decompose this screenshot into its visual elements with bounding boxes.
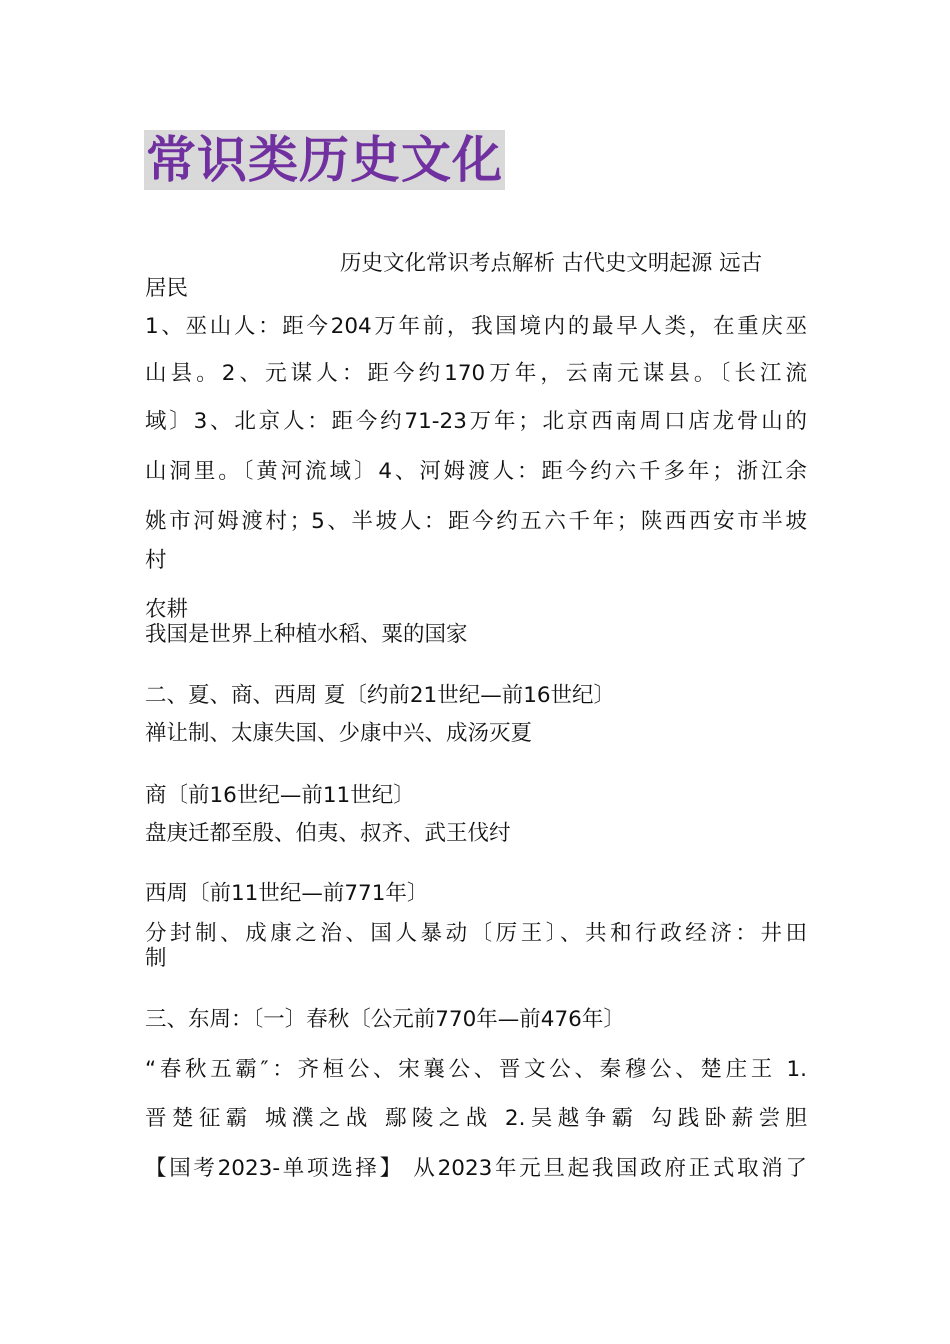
intro-line-1: 历史文化常识考点解析 古代史文明起源 远古 — [340, 251, 763, 276]
section1-line-5: 姚市河姆渡村；5、半坡人：距今约五六千年；陕西西安市半坡 — [145, 509, 807, 534]
xia-events: 禅让制、太康失国、少康中兴、成汤灭夏 — [145, 721, 533, 746]
zhou-events-line-2: 制 — [145, 946, 167, 971]
section3-line-2: 晋楚征霸 城濮之战 鄢陵之战 2.吴越争霸 勾践卧薪尝胆 — [145, 1106, 807, 1131]
shang-heading: 商〔前16世纪—前11世纪〕 — [145, 783, 415, 808]
agriculture-heading: 农耕 — [145, 597, 189, 622]
section1-line-2: 山县。2、元谋人：距今约170万年，云南元谋县。〔长江流 — [145, 361, 807, 386]
agriculture-text: 我国是世界上种植水稻、粟的国家 — [145, 622, 468, 647]
shang-events: 盘庚迁都至殷、伯夷、叔齐、武王伐纣 — [145, 821, 511, 846]
section3-line-3: 【国考2023-单项选择】 从2023年元旦起我国政府正式取消了 — [145, 1156, 807, 1181]
section1-line-6: 村 — [145, 548, 167, 573]
zhou-events-line-1: 分封制、成康之治、国人暴动〔厉王〕、共和行政经济：井田 — [145, 921, 807, 946]
zhou-heading: 西周〔前11世纪—前771年〕 — [145, 881, 429, 906]
section3-line-1: “春秋五霸″：齐桓公、宋襄公、晋文公、秦穆公、楚庄王 1. — [145, 1057, 807, 1082]
document-title: 常识类历史文化 — [146, 131, 503, 189]
section1-line-4: 山洞里。〔黄河流域〕4、河姆渡人：距今约六千多年；浙江余 — [145, 459, 807, 484]
section3-heading: 三、东周：〔一〕春秋〔公元前770年—前476年〕 — [145, 1007, 625, 1032]
section1-line-3: 域〕3、北京人：距今约71-23万年；北京西南周口店龙骨山的 — [145, 409, 807, 434]
section1-line-1: 1、巫山人：距今204万年前，我国境内的最早人类，在重庆巫 — [145, 314, 807, 339]
section2-heading: 二、夏、商、西周 夏〔约前21世纪—前16世纪〕 — [145, 683, 616, 708]
intro-line-2: 居民 — [145, 276, 189, 301]
